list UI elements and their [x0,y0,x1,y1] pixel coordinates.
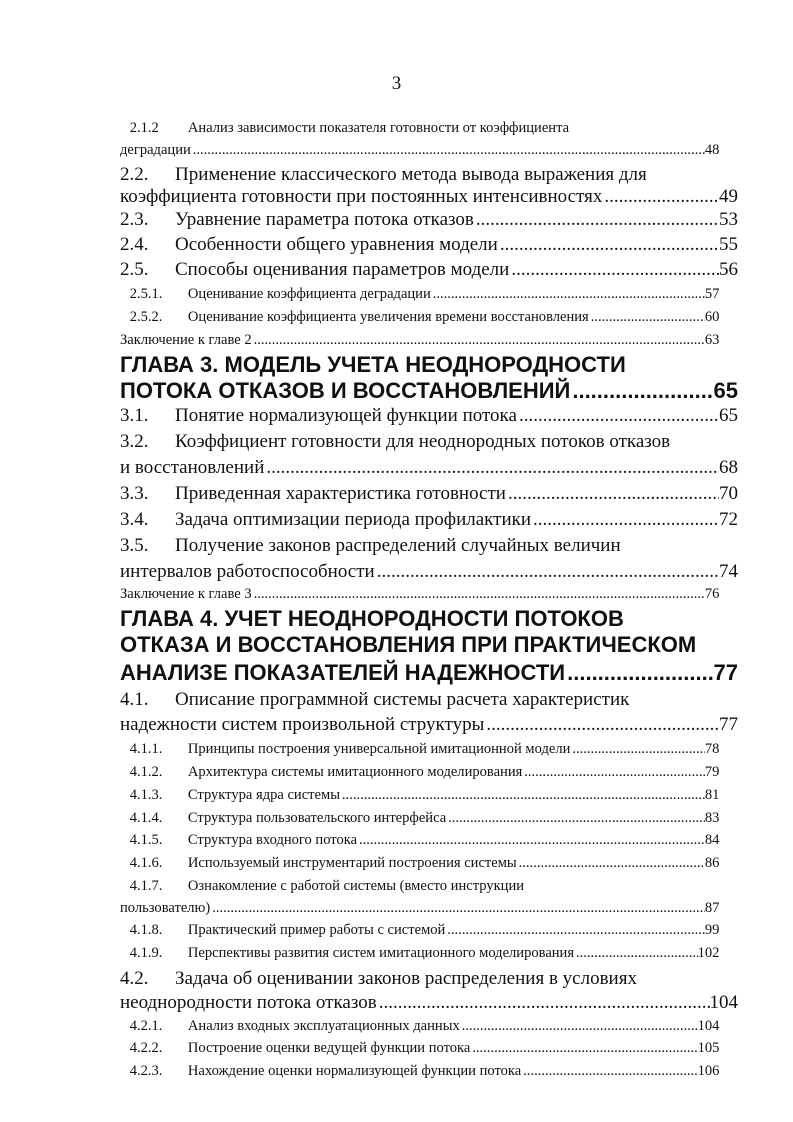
section-number: 4.1.9. [129,945,163,961]
dot-leader [517,404,719,428]
section-title: ПОТОКА ОТКАЗОВ И ВОССТАНОВЛЕНИЙ [120,378,571,403]
section-title: Особенности общего уравнения модели [175,234,498,255]
toc-entry-ch4 [120,631,738,659]
section-title: АНАЛИЗЕ ПОКАЗАТЕЛЕЙ НАДЕЖНОСТИ [120,660,566,685]
section-title: Анализ зависимости показателя готовности от коэффициента [187,120,570,136]
dot-leader [589,305,705,329]
section-number: 3.2. [120,431,149,452]
section-title: Оценивание коэффициента увеличения времени восстановления [187,309,589,325]
section-title: Заключение к главе 3 [120,586,252,602]
section-title: Ознакомление с работой системы (вместо инструкции [187,878,525,894]
section-title: ОТКАЗА И ВОССТАНОВЛЕНИЯ ПРИ ПРАКТИЧЕСКОМ [120,632,697,657]
toc-entry-e421 [120,1014,719,1038]
page-ref: 86 [704,855,720,871]
section-title: Структура входного потока [187,832,358,848]
page-ref: 68 [719,457,738,478]
section-number: 2.2. [120,164,149,185]
section-number: 4.2. [120,968,149,989]
dot-leader [191,138,705,162]
dot-leader [570,737,705,761]
section-title: пользователю) [120,900,211,916]
toc-entry-e252 [120,305,719,329]
dot-leader [517,851,705,875]
section-title: Понятие нормализующей функции потока [175,405,517,426]
toc-entry-e417 [120,896,719,920]
section-title: Описание программной системы расчета характеристик [175,689,630,710]
dot-leader [484,713,719,737]
section-title: Структура ядра системы [187,787,340,803]
section-title: Задача об оценивании законов распределения в условиях [175,968,637,989]
dot-leader [570,377,713,405]
page-ref: 78 [704,741,720,757]
dot-leader [264,456,719,480]
page-ref: 99 [704,922,720,938]
page-ref: 63 [704,332,720,348]
page-ref: 104 [709,992,738,1013]
page-number: 3 [391,73,402,94]
toc-entry-e35 [120,560,738,584]
toc-entry-ch3 [120,377,738,405]
section-title: Получение законов распределений случайных величин [175,535,621,556]
toc-entry-e419 [120,941,719,965]
toc-entry-e22 [120,185,738,209]
dot-leader [474,208,719,232]
section-title: Приведенная характеристика готовности [175,483,506,504]
dot-leader [574,941,698,965]
toc-entry-e422 [120,1036,719,1060]
section-title: Анализ входных эксплуатационных данных [187,1018,460,1034]
page-ref: 60 [704,309,720,325]
dot-leader [210,896,705,920]
toc-entry-e417 [120,874,719,898]
section-title: интервалов работоспособности [120,561,375,582]
section-number: 4.1.7. [129,878,163,894]
dot-leader [445,918,705,942]
dot-leader [446,806,705,830]
toc-entry-e34 [120,508,738,532]
page-ref: 87 [704,900,720,916]
page-ref: 81 [704,787,720,803]
toc-entry-e42 [120,991,738,1015]
page-ref: 104 [697,1018,720,1034]
dot-leader [506,482,719,506]
dot-leader [521,1059,697,1083]
page-ref: 70 [719,483,738,504]
toc-entry-ch3 [120,351,738,379]
section-title: ГЛАВА 3. МОДЕЛЬ УЧЕТА НЕОДНОРОДНОСТИ [120,352,626,377]
toc-entry-ch4 [120,605,738,633]
dot-leader [252,328,705,352]
section-number: 3.3. [120,483,149,504]
section-number: 4.1.1. [129,741,163,757]
section-title: Задача оптимизации периода профилактики [175,509,532,530]
toc-entry-e35 [120,534,738,558]
page-ref: 65 [719,405,738,426]
section-number: 2.4. [120,234,149,255]
section-title: Практический пример работы с системой [187,922,446,938]
toc-entry-e212 [120,138,719,162]
toc-entry-e413 [120,783,719,807]
section-title: надежности систем произвольной структуры [120,714,485,735]
dot-leader [531,508,719,532]
page-ref: 105 [697,1040,720,1056]
dot-leader [509,258,719,282]
section-title: Применение классического метода вывода выражения для [175,164,647,185]
dot-leader [375,560,719,584]
toc-entry-ch4 [120,659,738,687]
toc-entry-e415 [120,828,719,852]
section-title: Оценивание коэффициента деградации [187,286,431,302]
section-title: Коэффициент готовности для неоднородных потоков отказов [175,431,671,452]
section-number: 3.1. [120,405,149,426]
section-title: Структура пользовательского интерфейса [187,810,447,826]
toc-entry-e251 [120,282,719,306]
page-ref: 77 [713,660,738,685]
toc-entry-e33 [120,482,738,506]
toc-entry-e25 [120,258,738,282]
page-ref: 55 [719,234,738,255]
section-number: 4.2.2. [129,1040,163,1056]
dot-leader [431,282,705,306]
section-number: 4.1.2. [129,764,163,780]
page-ref: 48 [704,142,720,158]
dot-leader [252,582,705,606]
section-number: 4.1.4. [129,810,163,826]
page-ref: 72 [719,509,738,530]
toc-entry-e32 [120,430,738,454]
section-number: 4.1.5. [129,832,163,848]
dot-leader [522,760,705,784]
toc-entry-e31 [120,404,738,428]
toc-entry-e42 [120,967,738,991]
dot-leader [460,1014,698,1038]
toc-entry-e24 [120,233,738,257]
section-title: и восстановлений [120,457,265,478]
section-number: 2.5.1. [129,286,163,302]
section-number: 4.1.3. [129,787,163,803]
section-title: Способы оценивания параметров модели [175,259,510,280]
section-title: деградации [120,142,191,158]
toc-entry-e32 [120,456,738,480]
page-ref: 74 [719,561,738,582]
dot-leader [498,233,719,257]
dot-leader [602,185,719,209]
page-ref: 76 [704,586,720,602]
page-ref: 57 [704,286,720,302]
section-title: Архитектура системы имитационного моделирования [187,764,523,780]
section-title: коэффициента готовности при постоянных интенсивностях [120,186,603,207]
section-title: Используемый инструментарий построения системы [187,855,517,871]
toc-entry-c2 [120,328,719,352]
section-title: Перспективы развития систем имитационного моделирования [187,945,575,961]
dot-leader [565,659,713,687]
page-ref: 65 [713,378,738,403]
page-ref: 79 [704,764,720,780]
toc-entry-e411 [120,737,719,761]
toc-entry-e23 [120,208,738,232]
section-number: 2.5.2. [129,309,163,325]
section-title: Уравнение параметра потока отказов [175,209,474,230]
section-title: Построение оценки ведущей функции потока [187,1040,471,1056]
toc-entry-e412 [120,760,719,784]
toc-entry-e414 [120,806,719,830]
page-ref: 77 [719,714,738,735]
toc-entry-e41 [120,688,738,712]
section-number: 4.2.1. [129,1018,163,1034]
toc-entry-e418 [120,918,719,942]
toc-entry-e22 [120,163,738,187]
toc-entry-c3 [120,582,719,606]
section-number: 2.1.2 [129,120,159,136]
section-number: 4.1.8. [129,922,163,938]
section-title: Заключение к главе 2 [120,332,252,348]
section-number: 4.1.6. [129,855,163,871]
dot-leader [357,828,705,852]
section-number: 3.4. [120,509,149,530]
toc-entry-e423 [120,1059,719,1083]
toc-entry-e41 [120,713,738,737]
page-ref: 84 [704,832,720,848]
section-number: 4.1. [120,689,149,710]
page-ref: 106 [697,1063,720,1079]
dot-leader [377,991,710,1015]
toc-entry-e416 [120,851,719,875]
section-number: 2.5. [120,259,149,280]
section-number: 2.3. [120,209,149,230]
section-title: ГЛАВА 4. УЧЕТ НЕОДНОРОДНОСТИ ПОТОКОВ [120,606,624,631]
toc-entry-e212 [120,116,719,140]
page-ref: 53 [719,209,738,230]
section-number: 4.2.3. [129,1063,163,1079]
section-title: неоднородности потока отказов [120,992,377,1013]
dot-leader [340,783,705,807]
section-number: 3.5. [120,535,149,556]
page-ref: 83 [704,810,720,826]
page-ref: 49 [719,186,738,207]
section-title: Нахождение оценки нормализующей функции потока [187,1063,522,1079]
page-ref: 102 [697,945,720,961]
dot-leader [470,1036,697,1060]
section-title: Принципы построения универсальной имитационной модели [187,741,571,757]
page-ref: 56 [719,259,738,280]
